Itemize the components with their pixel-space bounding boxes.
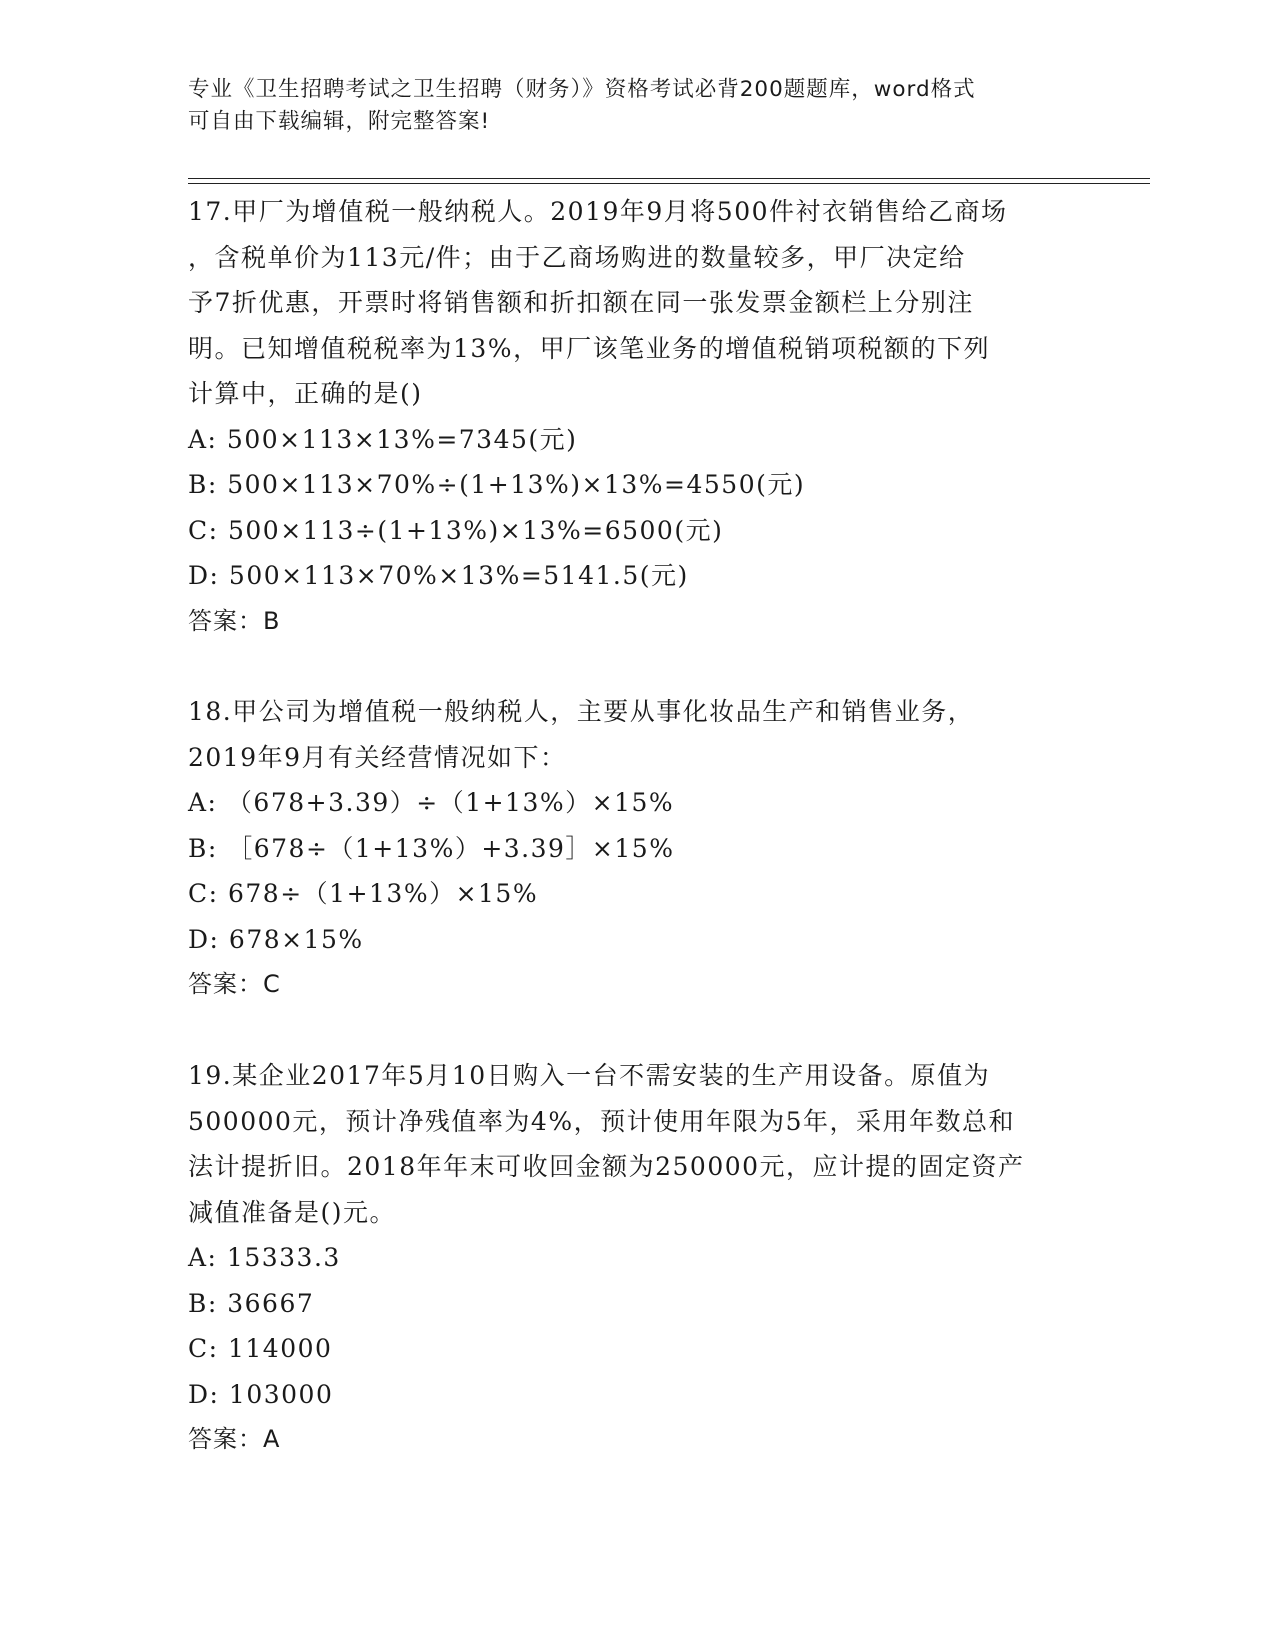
- question-17: [188, 189, 1088, 644]
- answer-line: 答案：C: [188, 970, 281, 998]
- header-line-1: 专业《卫生招聘考试之卫生招聘（财务）》资格考试必背200题题库，word格式: [188, 77, 976, 102]
- question-stem-line: 19.某企业2017年5月10日购入一台不需安装的生产用设备。原值为: [188, 1061, 991, 1090]
- option-c: C: 114000: [188, 1334, 333, 1363]
- option-c: C: 500×113÷(1+13%)×13%=6500(元): [188, 515, 724, 545]
- question-19: [188, 1053, 1088, 1463]
- question-stem-line: 明。已知增值税税率为13%，甲厂该笔业务的增值税销项税额的下列: [188, 333, 991, 363]
- question-stem-line: 法计提折旧。2018年年末可收回金额为250000元，应计提的固定资产: [188, 1152, 1025, 1181]
- question-stem-line: 减值准备是()元。: [188, 1197, 397, 1227]
- option-d: D: 678×15%: [188, 924, 364, 954]
- document-header: [188, 74, 1068, 138]
- answer-line: 答案：B: [188, 606, 281, 635]
- header-divider-bottom: [188, 183, 1150, 184]
- option-d: D: 500×113×70%×13%=5141.5(元): [188, 561, 689, 590]
- question-stem-line: ，含税单价为113元/件；由于乙商场购进的数量较多，甲厂决定给: [188, 242, 966, 272]
- option-b: B: 36667: [188, 1288, 315, 1318]
- header-divider-top: [188, 178, 1150, 179]
- question-stem-line: 予7折优惠，开票时将销售额和折扣额在同一张发票金额栏上分别注: [188, 288, 974, 317]
- question-18: [188, 689, 1088, 1008]
- question-stem-line: 计算中，正确的是(): [188, 379, 423, 408]
- option-a: A: 15333.3: [188, 1243, 341, 1272]
- option-a: A: 500×113×13%=7345(元): [188, 424, 578, 454]
- question-stem-line: 17.甲厂为增值税一般纳税人。2019年9月将500件衬衣销售给乙商场: [188, 197, 1008, 226]
- option-c: C: 678÷（1+13%）×15%: [188, 879, 539, 908]
- question-stem-line: 500000元，预计净残值率为4%，预计使用年限为5年，采用年数总和: [188, 1106, 1016, 1136]
- answer-line: 答案：A: [188, 1425, 281, 1453]
- option-d: D: 103000: [188, 1379, 334, 1409]
- question-stem-line: 18.甲公司为增值税一般纳税人，主要从事化妆品生产和销售业务，: [188, 697, 975, 726]
- header-line-2: 可自由下载编辑，附完整答案!: [188, 109, 491, 134]
- option-b: B: 500×113×70%÷(1+13%)×13%=4550(元): [188, 470, 806, 499]
- question-stem-line: 2019年9月有关经营情况如下：: [188, 742, 567, 772]
- option-a: A: （678+3.39）÷（1+13%）×15%: [188, 788, 675, 817]
- option-b: B: ［678÷（1+13%）+3.39］×15%: [188, 833, 675, 863]
